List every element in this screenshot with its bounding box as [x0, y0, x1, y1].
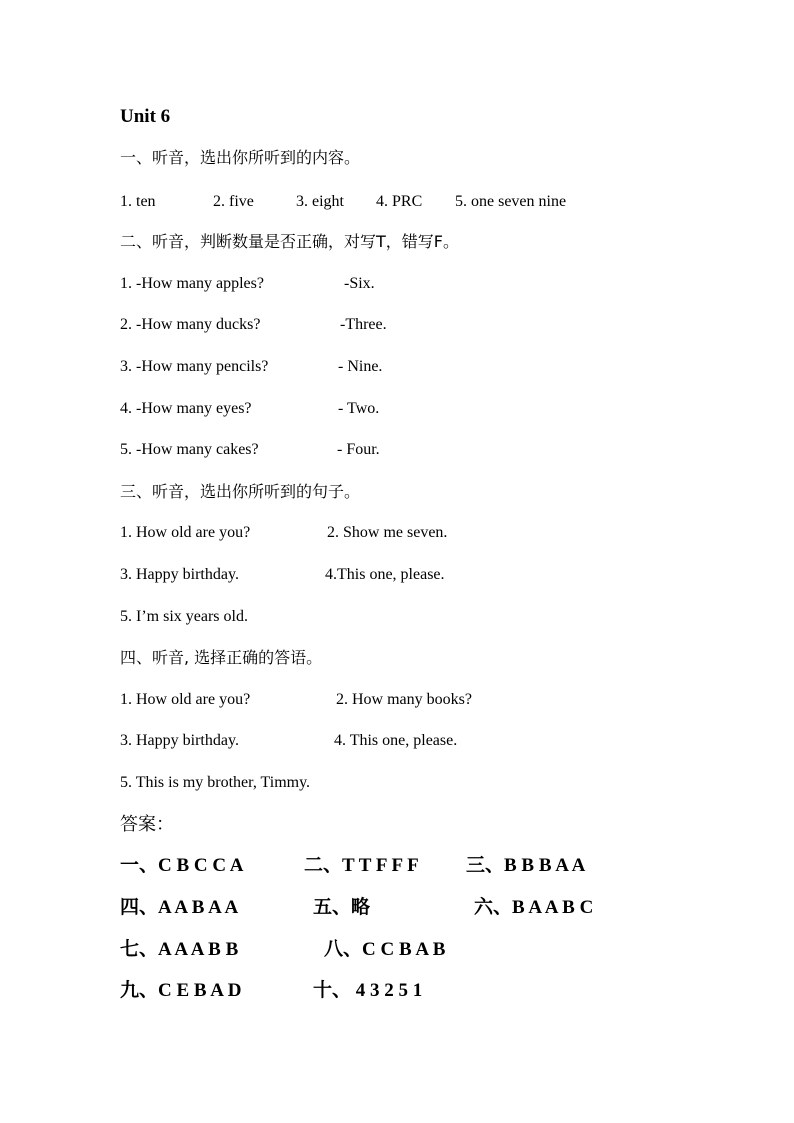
list-item: 1. ten: [120, 193, 156, 210]
question-text: 5. -How many cakes?: [120, 441, 259, 458]
answer-text: -Six.: [344, 275, 375, 292]
answer-key: 五、略: [313, 897, 371, 918]
sentence: 2. Show me seven.: [327, 524, 448, 541]
section-3-heading: 三、听音，选出你所听到的句子。: [120, 482, 361, 501]
answer-key: 四、A A B A A: [120, 897, 239, 918]
answers-heading: 答案：: [120, 814, 174, 835]
list-item: 4. PRC: [376, 193, 423, 210]
answer-text: - Four.: [337, 441, 380, 458]
sentence: 4.This one, please.: [325, 566, 445, 583]
sentence: 4. This one, please.: [334, 732, 458, 749]
question-text: 4. -How many eyes?: [120, 400, 252, 417]
list-item: 5. one seven nine: [455, 193, 567, 210]
answer-text: - Two.: [338, 400, 380, 417]
sentence: 3. Happy birthday.: [120, 566, 239, 583]
question-text: 2. -How many ducks?: [120, 316, 261, 333]
answer-key: 八、C C B A B: [324, 939, 446, 960]
sentence: 5. This is my brother, Timmy.: [120, 774, 311, 791]
question-text: 1. -How many apples?: [120, 275, 264, 292]
answer-key: 七、A A A B B: [120, 939, 239, 960]
list-item: 2. five: [213, 193, 254, 210]
sentence: 2. How many books?: [336, 691, 472, 708]
sentence: 5. I’m six years old.: [120, 608, 248, 625]
section-2-heading: 二、听音，判断数量是否正确，对写T，错写F。: [120, 232, 459, 251]
answer-key: 六、B A A B C: [474, 897, 594, 918]
sentence: 3. Happy birthday.: [120, 732, 239, 749]
answer-key: 二、T T F F F: [304, 855, 419, 876]
answer-key: 九、C E B A D: [120, 980, 242, 1001]
page-title: Unit 6: [120, 106, 171, 127]
list-item: 3. eight: [296, 193, 344, 210]
answer-text: - Nine.: [338, 358, 383, 375]
section-4-heading: 四、听音, 选择正确的答语。: [120, 648, 323, 667]
answer-key: 十、 4 3 2 5 1: [313, 980, 423, 1001]
sentence: 1. How old are you?: [120, 691, 251, 708]
sentence: 1. How old are you?: [120, 524, 251, 541]
answer-key: 三、B B B A A: [466, 855, 586, 876]
answer-key: 一、C B C C A: [120, 855, 244, 876]
question-text: 3. -How many pencils?: [120, 358, 269, 375]
answer-text: -Three.: [340, 316, 387, 333]
section-1-heading: 一、听音，选出你所听到的内容。: [120, 148, 361, 167]
